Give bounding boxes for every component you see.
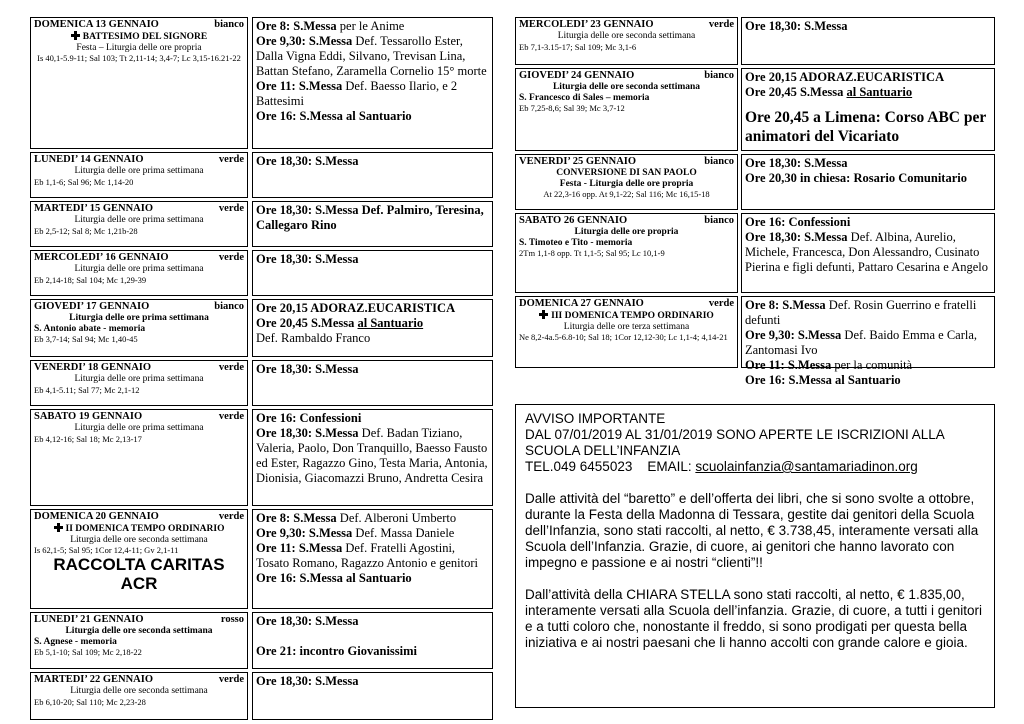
- day-info-cell: [30, 17, 248, 149]
- mass-entry: [745, 230, 991, 275]
- day-heading: [519, 298, 734, 310]
- day-name: DOMENICA 13 GENNAIO: [34, 19, 159, 30]
- mass-location: al Santuario: [846, 85, 913, 99]
- day-row: [30, 612, 493, 669]
- day-row: [30, 17, 493, 149]
- mass-intention: per le Anime: [336, 19, 405, 33]
- liturgy-hours: Liturgia delle ore seconda settimana: [552, 82, 701, 92]
- mass-intention: Def. Alberoni Umberto: [336, 511, 457, 525]
- day-row: [30, 152, 493, 198]
- liturgy-hours: Liturgia delle ore seconda settimana: [557, 31, 696, 41]
- mass-entry: [745, 156, 991, 171]
- event-highlight: ACR: [120, 574, 158, 593]
- mass-entry: [256, 674, 489, 689]
- liturgical-color: verde: [218, 411, 244, 422]
- bible-readings: Is 62,1-5; Sal 95; 1Cor 12,4-11; Gv 2,1-11: [34, 545, 179, 555]
- day-name: MERCOLEDI’ 23 GENNAIO: [519, 19, 654, 30]
- mass-entry: [745, 19, 991, 34]
- mass-time: Ore 16: Confessioni: [256, 411, 362, 425]
- masses-cell: [741, 17, 995, 65]
- event-highlight: RACCOLTA CARITAS: [53, 555, 225, 574]
- day-heading: [34, 614, 244, 626]
- mass-entry: [256, 411, 489, 426]
- day-heading: [34, 362, 244, 374]
- day-info-cell: [515, 296, 738, 368]
- liturgy-hours: Liturgia delle ore propria: [574, 227, 679, 237]
- mass-location: al Santuario: [357, 316, 424, 330]
- mass-entry: [256, 79, 489, 109]
- mass-entry: [256, 19, 489, 34]
- mass-intention: Def. Tessarollo Ester, Dalla Vigna Eddi, Silvano, Trevisan Lina, Battan Stefano, Zaramella Cornelio 15° morte: [256, 34, 487, 78]
- notice-paragraph-chiara-stella: Dall’attività della CHIARA STELLA sono stati raccolti, al netto, € 1.835,00, interamente versati alla Scuola dell’infanzia. Grazie, di cuore, a tutti i genitori e a tutti coloro che, nonostante il freddo, si sono prodigati per questa bella iniziativa e ai nostri paesani che li hanno accolti con grande calore e gioia.: [525, 587, 982, 650]
- bible-readings: Is 40,1-5.9-11; Sal 103; Tt 2,11-14; 3,4-7; Lc 3,15-16.21-22: [37, 53, 241, 63]
- mass-time: Ore 11: S.Messa: [256, 541, 343, 555]
- mass-time: Ore 9,30: S.Messa: [745, 328, 842, 342]
- feast-name: CONVERSIONE DI SAN PAOLO: [556, 168, 697, 178]
- day-heading: [519, 70, 734, 82]
- mass-entry: [256, 614, 489, 629]
- bible-readings: Eb 7,1-3.15-17; Sal 109; Mc 3,1-6: [519, 41, 637, 52]
- liturgical-color: verde: [708, 298, 734, 309]
- masses-cell: [252, 17, 493, 149]
- day-name: MARTEDI’ 15 GENNAIO: [34, 203, 154, 214]
- mass-time: Ore 11: S.Messa: [745, 358, 832, 372]
- day-info-cell: [30, 250, 248, 296]
- day-info-cell: [515, 68, 738, 151]
- day-info-cell: [30, 201, 248, 247]
- liturgy-hours: Liturgia delle ore prima settimana: [74, 166, 204, 176]
- bible-readings: Eb 4,12-16; Sal 18; Mc 2,13-17: [34, 433, 142, 444]
- masses-cell: [252, 672, 493, 720]
- masses-cell: [741, 154, 995, 210]
- mass-entry: [256, 426, 489, 486]
- liturgical-color: verde: [708, 19, 734, 30]
- mass-time: Ore 18,30: S.Messa Def. Palmiro, Teresina, Callegaro Rino: [256, 203, 484, 232]
- masses-cell: [252, 509, 493, 609]
- bible-readings: Ne 8,2-4a.5-6.8-10; Sal 18; 1Cor 12,12-30; Lc 1,1-4; 4,14-21: [519, 332, 728, 342]
- feast-title: [34, 523, 244, 535]
- feast-name: II DOMENICA TEMPO ORDINARIO: [65, 524, 225, 534]
- masses-cell: [741, 68, 995, 151]
- mass-entry: [745, 358, 991, 373]
- mass-time: Ore 18,30: S.Messa: [256, 426, 359, 440]
- bible-readings: Eb 6,10-20; Sal 110; Mc 2,23-28: [34, 696, 146, 707]
- masses-cell: [741, 296, 995, 387]
- day-info-cell: [515, 213, 738, 293]
- mass-intention: Def. Badan Tiziano, Valeria, Paolo, Don Tranquillo, Baesso Fausto ed Ester, Ragazzo Gino, Testa Maria, Antonia, Dionisia, Giacomazzi Bruno, Andretta Cesira: [256, 426, 488, 485]
- day-info-cell: [30, 152, 248, 198]
- mass-intention: Def. Baesso Ilario, e 2 Battesimi: [256, 79, 458, 108]
- day-name: SABATO 19 GENNAIO: [34, 411, 143, 422]
- cross-icon: [71, 31, 80, 40]
- day-info-cell: [30, 612, 248, 669]
- day-heading: [34, 19, 244, 31]
- day-name: LUNEDI’ 14 GENNAIO: [34, 154, 144, 165]
- day-name: MERCOLEDI’ 16 GENNAIO: [34, 252, 169, 263]
- mass-time: Ore 18,30: S.Messa: [256, 154, 359, 168]
- mass-entry: [745, 70, 991, 85]
- liturgical-color: verde: [218, 154, 244, 165]
- day-name: DOMENICA 27 GENNAIO: [519, 298, 644, 309]
- mass-entry: [745, 85, 991, 100]
- day-info-cell: [30, 299, 248, 357]
- saint-memorial: S. Agnese - memoria: [34, 636, 117, 647]
- day-heading: [519, 215, 734, 227]
- liturgical-color: bianco: [704, 215, 734, 226]
- mass-time: Ore 16: S.Messa al Santuario: [256, 571, 412, 585]
- day-name: SABATO 26 GENNAIO: [519, 215, 628, 226]
- liturgy-hours: Liturgia delle ore prima settimana: [74, 264, 204, 274]
- cross-icon: [539, 310, 548, 319]
- feast-name: BATTESIMO DEL SIGNORE: [82, 32, 208, 42]
- mass-time: Ore 18,30: S.Messa: [745, 19, 848, 33]
- mass-intention: Def. Fratelli Agostini, Tosato Romano, Ragazzo Antonio e genitori: [256, 541, 478, 570]
- mass-time: Ore 16: S.Messa al Santuario: [745, 373, 901, 387]
- liturgical-color: bianco: [704, 156, 734, 167]
- mass-entry: [256, 34, 489, 79]
- notice-email-link[interactable]: scuolainfanzia@santamariadinon.org: [695, 459, 918, 474]
- day-info-cell: [30, 360, 248, 406]
- day-row: [30, 299, 493, 357]
- day-row: [515, 296, 995, 387]
- day-heading: [519, 19, 734, 31]
- mass-entry: [256, 526, 489, 541]
- liturgy-hours: Liturgia delle ore terza settimana: [563, 321, 690, 332]
- liturgy-hours: Liturgia delle ore prima settimana: [74, 215, 204, 225]
- mass-entry: [256, 252, 489, 267]
- mass-entry: [256, 203, 489, 233]
- masses-cell: [252, 409, 493, 506]
- mass-intention: Def. Rambaldo Franco: [256, 331, 371, 345]
- liturgical-color: rosso: [220, 614, 244, 625]
- mass-time: Ore 18,30: S.Messa: [256, 674, 359, 688]
- mass-entry: [256, 154, 489, 169]
- day-info-cell: [515, 154, 738, 210]
- mass-entry: [256, 331, 489, 346]
- bible-readings: Eb 4,1-5.11; Sal 77; Mc 2,1-12: [34, 384, 140, 395]
- saint-memorial: S. Antonio abate - memoria: [34, 323, 146, 334]
- saint-memorial: S. Timoteo e Tito - memoria: [519, 237, 633, 248]
- feast-name: III DOMENICA TEMPO ORDINARIO: [551, 311, 714, 321]
- liturgy-hours: Liturgia delle ore seconda settimana: [65, 626, 213, 636]
- important-notice-box: [515, 404, 995, 708]
- liturgy-hours: Liturgia delle ore prima settimana: [74, 374, 204, 384]
- mass-entry: [256, 316, 489, 331]
- liturgical-color: verde: [218, 203, 244, 214]
- mass-intention: Def. Rosin Guerrino e fratelli defunti: [745, 298, 977, 327]
- mass-time: Ore 20,45 S.Messa: [745, 85, 847, 99]
- mass-time: Ore 8: S.Messa: [256, 19, 337, 33]
- mass-time: Ore 18,30: S.Messa: [256, 252, 359, 266]
- mass-time: Ore 21: incontro Giovanissimi: [256, 644, 417, 658]
- liturgy-hours: Liturgia delle ore seconda settimana: [70, 686, 208, 696]
- notice-email-label: EMAIL:: [647, 459, 696, 474]
- day-row: [515, 68, 995, 151]
- feast-title: [519, 168, 734, 179]
- day-info-cell: [30, 409, 248, 506]
- liturgy-hours: Liturgia delle ore prima settimana: [69, 313, 209, 323]
- event-highlight: Ore 20,45 a Limena: Corso ABC per animatori del Vicariato: [745, 109, 986, 145]
- mass-entry: [256, 541, 489, 571]
- mass-time: Ore 18,30: S.Messa: [745, 156, 848, 170]
- mass-intention: Def. Baido Emma e Carla, Zantomasi Ivo: [745, 328, 978, 357]
- masses-cell: [252, 360, 493, 406]
- masses-cell: [252, 250, 493, 296]
- day-heading: [34, 154, 244, 166]
- bible-readings: Eb 3,7-14; Sal 94; Mc 1,40-45: [34, 334, 138, 344]
- mass-intention: Def. Albina, Aurelio, Michele, Francesca, Don Alessandro, Cusinato Pierina e figli defunti, Pattaro Cesarina e Angelo: [745, 230, 988, 274]
- bible-readings: Eb 1,1-6; Sal 96; Mc 1,14-20: [34, 176, 134, 187]
- mass-entry: [745, 373, 991, 388]
- mass-time: Ore 9,30: S.Messa: [256, 526, 353, 540]
- saint-memorial: S. Francesco di Sales – memoria: [519, 92, 650, 103]
- liturgical-color: bianco: [704, 70, 734, 81]
- day-name: VENERDI’ 18 GENNAIO: [34, 362, 152, 373]
- bible-readings: Eb 5,1-10; Sal 109; Mc 2,18-22: [34, 647, 142, 657]
- liturgical-color: verde: [218, 252, 244, 263]
- mass-intention: Def. Massa Daniele: [352, 526, 455, 540]
- liturgy-hours: Liturgia delle ore prima settimana: [74, 423, 204, 433]
- day-info-cell: [30, 509, 248, 609]
- notice-tel: TEL.049 6455023: [525, 459, 633, 474]
- mass-time: Ore 18,30: S.Messa: [256, 362, 359, 376]
- day-name: GIOVEDI’ 24 GENNAIO: [519, 70, 635, 81]
- mass-entry: [256, 644, 489, 659]
- notice-dates: DAL 07/01/2019 AL 31/01/2019 SONO APERTE LE ISCRIZIONI ALLA SCUOLA DELL’INFANZIA: [525, 427, 944, 458]
- left-calendar-column: [30, 17, 493, 723]
- mass-time: Ore 20,15 ADORAZ.EUCARISTICA: [745, 70, 945, 84]
- mass-entry: [745, 171, 991, 186]
- day-heading: [34, 411, 244, 423]
- bible-readings: 2Tm 1,1-8 opp. Tt 1,1-5; Sal 95; Lc 10,1-9: [519, 248, 665, 258]
- liturgical-color: verde: [218, 362, 244, 373]
- feast-title: [519, 310, 734, 322]
- mass-time: Ore 8: S.Messa: [745, 298, 826, 312]
- liturgy-hours: Festa - Liturgia delle ore propria: [559, 178, 694, 189]
- masses-cell: [741, 213, 995, 293]
- day-info-cell: [30, 672, 248, 720]
- mass-time: Ore 18,30: S.Messa: [745, 230, 848, 244]
- liturgical-color: verde: [218, 511, 244, 522]
- day-heading: [34, 511, 244, 523]
- liturgical-color: bianco: [214, 301, 244, 312]
- mass-intention: per la comunità: [831, 358, 913, 372]
- mass-entry: [745, 298, 991, 328]
- day-heading: [34, 203, 244, 215]
- cross-icon: [54, 523, 63, 532]
- day-name: VENERDI’ 25 GENNAIO: [519, 156, 637, 167]
- day-name: LUNEDI’ 21 GENNAIO: [34, 614, 144, 625]
- day-heading: [34, 252, 244, 264]
- masses-cell: [252, 152, 493, 198]
- bible-readings: Eb 7,25-8,6; Sal 39; Mc 3,7-12: [519, 103, 625, 113]
- masses-cell: [252, 201, 493, 247]
- mass-entry: [745, 215, 991, 230]
- day-info-cell: [515, 17, 738, 65]
- mass-entry: [745, 328, 991, 358]
- mass-time: Ore 11: S.Messa: [256, 79, 343, 93]
- mass-time: Ore 16: S.Messa al Santuario: [256, 109, 412, 123]
- mass-time: Ore 8: S.Messa: [256, 511, 337, 525]
- mass-entry: [256, 301, 489, 316]
- day-row: [30, 409, 493, 506]
- day-row: [30, 672, 493, 720]
- day-heading: [34, 301, 244, 313]
- day-row: [515, 154, 995, 210]
- day-row: [515, 213, 995, 293]
- feast-title: [34, 31, 244, 43]
- masses-cell: [252, 299, 493, 357]
- notice-contacts: [525, 459, 985, 475]
- day-row: [515, 17, 995, 65]
- mass-time: Ore 20,45 S.Messa: [256, 316, 358, 330]
- bible-readings: Eb 2,14-18; Sal 104; Mc 1,29-39: [34, 274, 147, 285]
- bible-readings: Eb 2,5-12; Sal 8; Mc 1,21b-28: [34, 225, 138, 236]
- day-row: [30, 509, 493, 609]
- day-row: [30, 201, 493, 247]
- mass-entry: [256, 362, 489, 377]
- notice-paragraph-baretto: Dalle attività del “baretto” e dell’offerta dei libri, che si sono svolte a ottobre, durante la Festa della Madonna di Tessara, gestite dai genitori della Scuola dell’Infanzia, sono stati raccolti, al netto, € 3.738,45, interamente versati alla Scuola dell’Infanzia. Grazie, di cuore, ai genitori che hanno lavorato con impegno e passione e ai nostri “clienti”!!: [525, 491, 979, 570]
- liturgy-hours: Festa – Liturgia delle ore propria: [76, 42, 202, 53]
- mass-entry: [256, 511, 489, 526]
- day-heading: [519, 156, 734, 168]
- mass-time: Ore 16: Confessioni: [745, 215, 851, 229]
- mass-time: Ore 20,15 ADORAZ.EUCARISTICA: [256, 301, 456, 315]
- mass-entry: [256, 109, 489, 124]
- notice-title: AVVISO IMPORTANTE: [525, 411, 666, 426]
- mass-time: Ore 18,30: S.Messa: [256, 614, 359, 628]
- liturgical-color: verde: [218, 674, 244, 685]
- mass-time: Ore 20,30 in chiesa: Rosario Comunitario: [745, 171, 967, 185]
- liturgical-color: bianco: [214, 19, 244, 30]
- day-row: [30, 360, 493, 406]
- day-name: DOMENICA 20 GENNAIO: [34, 511, 159, 522]
- day-name: MARTEDI’ 22 GENNAIO: [34, 674, 154, 685]
- day-row: [30, 250, 493, 296]
- mass-time: Ore 9,30: S.Messa: [256, 34, 353, 48]
- mass-entry: [256, 571, 489, 586]
- liturgy-hours: Liturgia delle ore seconda settimana: [70, 534, 208, 545]
- masses-cell: [252, 612, 493, 669]
- right-calendar-column: [515, 17, 995, 387]
- bible-readings: At 22,3-16 opp. At 9,1-22; Sal 116; Mc 16,15-18: [543, 189, 710, 199]
- day-heading: [34, 674, 244, 686]
- day-name: GIOVEDI’ 17 GENNAIO: [34, 301, 150, 312]
